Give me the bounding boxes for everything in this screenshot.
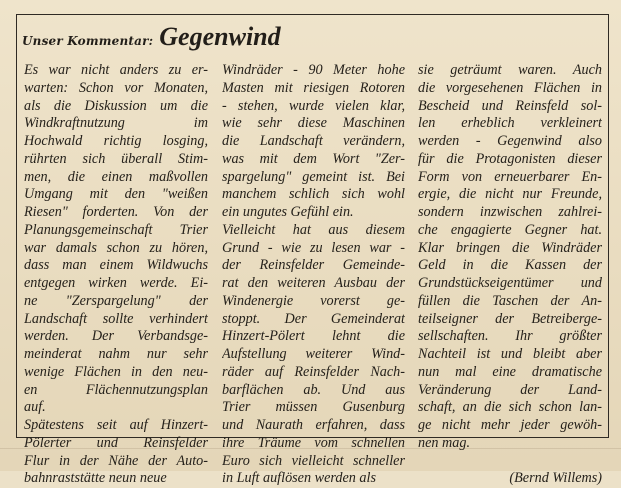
article-line: Bescheid und Reinsfeld sol- [418,97,602,114]
article-line: warten: Schon vor Monaten, [24,79,208,96]
article-author: (Bernd Willems) [509,470,602,487]
article-column-2 [222,62,405,488]
article-line: Windkraftnutzung im [24,115,208,132]
article-line: war damals schon zu hören, [24,239,208,256]
article-line: und Naurath erfahren, dass [222,417,405,433]
article-line: schaft, an die sich schon lan- [418,399,602,416]
article-line: nen mag. [418,434,471,451]
article-line: Geld in die Kassen der [418,257,602,274]
article-line: Flur in der Nähe der Auto- [24,452,208,469]
article-line: spargelung" gemeint ist. Bei [222,168,405,185]
article-line: die vorgesehenen Flächen in [418,79,602,96]
article-line: Masten mit riesigen Rotoren [222,79,405,96]
headline-kicker: Unser Kommentar: [22,34,154,48]
article-column-1 [24,62,208,488]
article-line: rührten sich überall Stim- [24,150,208,167]
article-line: Windenergie vorerst ge- [222,292,405,309]
article-line: dass man einem Wildwuchs [24,257,208,274]
article-line: Vielleicht hat aus diesem [222,221,405,238]
article-line: entgegen wirken werde. Ei- [24,275,208,291]
article-line: der Reinsfelder Gemeinde- [222,257,405,274]
article-line: - stehen, wurde vielen klar, [222,97,405,114]
article-line: Planungsgemeinschaft Trier [24,221,208,238]
article-line: Pölerter und Reinsfelder [24,434,208,451]
article-line: Klar bringen die Windräder [418,239,602,256]
article-line: teilseigner der Betreiberge- [418,310,602,327]
article-line: Form von erneuerbarer En- [418,168,602,185]
article-line: werden. Der Verbandsge- [24,328,208,345]
article-line: als die Diskussion um die [24,97,208,114]
article-line: che engagierte Gegner hat. [418,221,602,238]
article-line: bahnraststätte neun neue [24,470,167,487]
article-line: Spätestens seit auf Hinzert- [24,417,208,433]
paper-fold-line [0,448,621,449]
article-line: Nachteil ist und bleibt aber [418,346,602,362]
article-line: ein ungutes Gefühl ein. [222,204,354,220]
headline [22,22,281,52]
article-line: sie geträumt waren. Auch [418,62,602,78]
article-line: Hinzert-Pölert lehnt die [222,328,405,345]
article-line: für die Protagonisten dieser [418,150,602,167]
article-line: auf. [24,399,46,416]
article-line: barflächen ab. Und aus [222,381,405,398]
article-line: wie sehr diese Maschinen [222,115,405,132]
article-column-3 [418,62,602,488]
article-line: ge nicht mehr jeder gewöh- [418,417,602,433]
article-line: füllen die Taschen der An- [418,292,602,309]
article-line: Trier müssen Gusenburg [222,399,405,416]
article-line: Euro sich vielleicht schneller [222,452,405,469]
article-line: Windräder - 90 Meter hohe [222,62,405,78]
article-line: en Flächennutzungsplan [24,381,208,398]
article-line: werden - Gegenwind also [418,133,602,149]
article-line: ne "Zerspargelung" der [24,292,208,309]
article-line: Hochwald richtig losging, [24,133,208,149]
article-line: men, die einen maßvollen [24,168,208,185]
headline-title: Gegenwind [159,22,281,51]
article-line: Grundstückseigentümer und [418,275,602,291]
article-line: nun mal eine dramatische [418,363,602,380]
article-line: Veränderung der Land- [418,381,602,398]
article-line: ihre Träume vom schnellen [222,434,405,451]
article-line: rat den weiteren Ausbau der [222,275,405,291]
article-line: manchem schlich sich wohl [222,186,405,203]
article-line: Landschaft sollte verhindert [24,310,208,327]
article-line: ergie, die nicht nur Freunde, [418,186,602,203]
article-line: stoppt. Der Gemeinderat [222,310,405,327]
article-line: sellschaften. Ihr größter [418,328,602,345]
article-line: len erheblich verkleinert [418,115,602,132]
article-spacer [418,453,602,471]
article-line: Aufstellung weiterer Wind- [222,346,405,362]
article-line: Es war nicht anders zu er- [24,62,208,78]
article-line: sondern inzwischen zahlrei- [418,204,602,220]
article-line: meinderat nahm nur sehr [24,346,208,362]
article-line: Grund - wie zu lesen war - [222,239,405,256]
article-line: Riesen" forderten. Von der [24,204,208,220]
article-line: die Landschaft verändern, [222,133,405,149]
article-line: wenige Flächen in den neu- [24,363,208,380]
article-line: was mit dem Wort "Zer- [222,150,405,167]
article-line: räder auf Reinsfelder Nach- [222,363,405,380]
article-line: in Luft auflösen werden als [222,470,376,487]
article-line: Umgang mit den "weißen [24,186,208,203]
